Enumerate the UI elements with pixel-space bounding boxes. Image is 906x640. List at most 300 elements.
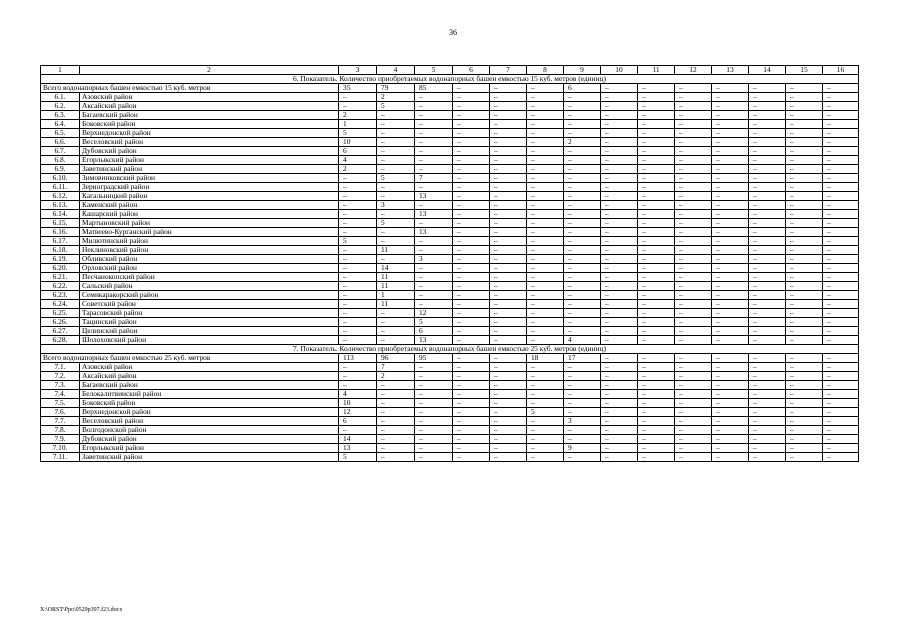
section-title-row xyxy=(41,75,859,84)
cell-value: – xyxy=(339,318,377,327)
cell-value: – xyxy=(527,192,564,201)
cell-value: – xyxy=(712,228,749,237)
total-value: – xyxy=(712,354,749,363)
cell-value: – xyxy=(564,174,601,183)
cell-value: – xyxy=(786,291,823,300)
cell-value: – xyxy=(638,282,675,291)
cell-value: – xyxy=(823,156,859,165)
district-name: Каменский район xyxy=(80,201,339,210)
cell-value: 10 xyxy=(339,399,377,408)
cell-value: – xyxy=(453,228,490,237)
cell-value: – xyxy=(786,129,823,138)
cell-value: – xyxy=(601,201,638,210)
cell-value: – xyxy=(377,138,415,147)
table-row xyxy=(41,363,859,372)
cell-value: – xyxy=(823,174,859,183)
cell-value: – xyxy=(453,417,490,426)
row-number: 6.2. xyxy=(41,102,80,111)
cell-value: – xyxy=(601,291,638,300)
cell-value: – xyxy=(527,138,564,147)
table-row xyxy=(41,219,859,228)
cell-value: – xyxy=(453,318,490,327)
table-row xyxy=(41,435,859,444)
cell-value: – xyxy=(527,417,564,426)
cell-value: – xyxy=(601,417,638,426)
cell-value: – xyxy=(786,228,823,237)
cell-value: – xyxy=(601,246,638,255)
cell-value: – xyxy=(712,174,749,183)
cell-value: – xyxy=(823,282,859,291)
cell-value: – xyxy=(415,273,453,282)
cell-value: 2 xyxy=(377,372,415,381)
cell-value: – xyxy=(675,138,712,147)
cell-value: – xyxy=(377,129,415,138)
cell-value: – xyxy=(564,282,601,291)
cell-value: – xyxy=(527,372,564,381)
cell-value: 5 xyxy=(527,408,564,417)
cell-value: – xyxy=(527,453,564,462)
cell-value: – xyxy=(339,363,377,372)
cell-value: – xyxy=(638,156,675,165)
row-number: 7.3. xyxy=(41,381,80,390)
cell-value: – xyxy=(675,201,712,210)
cell-value: – xyxy=(453,336,490,345)
total-value: – xyxy=(453,84,490,93)
row-number: 6.3. xyxy=(41,111,80,120)
cell-value: – xyxy=(564,102,601,111)
cell-value: – xyxy=(339,228,377,237)
cell-value: – xyxy=(675,228,712,237)
cell-value: – xyxy=(453,237,490,246)
cell-value: – xyxy=(377,327,415,336)
cell-value: – xyxy=(490,408,527,417)
cell-value: – xyxy=(601,399,638,408)
table-row xyxy=(41,417,859,426)
cell-value: – xyxy=(377,390,415,399)
district-name: Егорлыкский район xyxy=(80,156,339,165)
cell-value: – xyxy=(712,435,749,444)
cell-value: – xyxy=(638,174,675,183)
row-number: 6.18. xyxy=(41,246,80,255)
cell-value: 5 xyxy=(377,174,415,183)
table-row xyxy=(41,327,859,336)
cell-value: – xyxy=(601,237,638,246)
cell-value: – xyxy=(675,444,712,453)
cell-value: – xyxy=(823,111,859,120)
cell-value: – xyxy=(453,93,490,102)
cell-value: – xyxy=(675,210,712,219)
cell-value: – xyxy=(601,408,638,417)
cell-value: – xyxy=(712,219,749,228)
cell-value: – xyxy=(415,102,453,111)
cell-value: – xyxy=(638,93,675,102)
cell-value: – xyxy=(377,147,415,156)
cell-value: – xyxy=(638,372,675,381)
cell-value: – xyxy=(490,120,527,129)
total-value: – xyxy=(490,84,527,93)
cell-value: – xyxy=(786,336,823,345)
cell-value: – xyxy=(601,381,638,390)
cell-value: – xyxy=(377,417,415,426)
row-number: 6.17. xyxy=(41,237,80,246)
table-row xyxy=(41,111,859,120)
cell-value: – xyxy=(638,201,675,210)
cell-value: – xyxy=(415,300,453,309)
cell-value: – xyxy=(749,273,786,282)
cell-value: – xyxy=(601,264,638,273)
table-row xyxy=(41,93,859,102)
total-value: – xyxy=(823,354,859,363)
cell-value: – xyxy=(490,444,527,453)
cell-value: – xyxy=(712,381,749,390)
cell-value: – xyxy=(675,435,712,444)
cell-value: – xyxy=(527,102,564,111)
cell-value: – xyxy=(527,147,564,156)
table-row xyxy=(41,210,859,219)
cell-value: – xyxy=(453,120,490,129)
cell-value: – xyxy=(601,129,638,138)
cell-value: – xyxy=(786,309,823,318)
cell-value: – xyxy=(527,273,564,282)
cell-value: – xyxy=(675,282,712,291)
cell-value: – xyxy=(712,102,749,111)
row-number: 7.11. xyxy=(41,453,80,462)
cell-value: – xyxy=(786,255,823,264)
cell-value: – xyxy=(453,246,490,255)
cell-value: – xyxy=(601,327,638,336)
cell-value: – xyxy=(564,363,601,372)
cell-value: 13 xyxy=(415,210,453,219)
table-row xyxy=(41,381,859,390)
row-number: 6.24. xyxy=(41,300,80,309)
cell-value: – xyxy=(564,435,601,444)
cell-value: – xyxy=(490,264,527,273)
total-value: – xyxy=(675,84,712,93)
cell-value: – xyxy=(675,300,712,309)
row-number: 6.11. xyxy=(41,183,80,192)
cell-value: 4 xyxy=(564,336,601,345)
cell-value: – xyxy=(453,102,490,111)
cell-value: – xyxy=(564,264,601,273)
cell-value: – xyxy=(490,219,527,228)
table-row xyxy=(41,408,859,417)
cell-value: – xyxy=(527,237,564,246)
cell-value: – xyxy=(527,264,564,273)
cell-value: – xyxy=(749,93,786,102)
cell-value: – xyxy=(490,300,527,309)
table-row xyxy=(41,246,859,255)
cell-value: – xyxy=(823,435,859,444)
cell-value: – xyxy=(415,93,453,102)
cell-value: – xyxy=(564,129,601,138)
cell-value: – xyxy=(601,390,638,399)
cell-value: – xyxy=(527,156,564,165)
district-name: Зимовниковский район xyxy=(80,174,339,183)
cell-value: – xyxy=(712,372,749,381)
cell-value: – xyxy=(564,93,601,102)
cell-value: – xyxy=(823,390,859,399)
cell-value: – xyxy=(675,408,712,417)
section-title-row xyxy=(41,345,859,354)
cell-value: – xyxy=(564,399,601,408)
cell-value: – xyxy=(490,363,527,372)
cell-value: – xyxy=(823,264,859,273)
row-number: 7.6. xyxy=(41,408,80,417)
cell-value: – xyxy=(638,228,675,237)
cell-value: – xyxy=(638,363,675,372)
cell-value: – xyxy=(749,408,786,417)
cell-value: – xyxy=(601,93,638,102)
cell-value: – xyxy=(527,399,564,408)
cell-value: – xyxy=(749,147,786,156)
cell-value: – xyxy=(601,273,638,282)
cell-value: – xyxy=(415,282,453,291)
cell-value: – xyxy=(490,138,527,147)
section-title: 6. Показатель. Количество приобретаемых водонапорных башен емкостью 15 куб. метров (единиц) xyxy=(41,75,859,84)
cell-value: – xyxy=(675,363,712,372)
cell-value: – xyxy=(453,219,490,228)
cell-value: – xyxy=(749,327,786,336)
cell-value: – xyxy=(339,372,377,381)
district-name: Азовский район xyxy=(80,363,339,372)
cell-value: – xyxy=(638,120,675,129)
cell-value: – xyxy=(712,165,749,174)
cell-value: 14 xyxy=(377,264,415,273)
cell-value: – xyxy=(601,282,638,291)
cell-value: – xyxy=(601,219,638,228)
cell-value: – xyxy=(453,165,490,174)
cell-value: – xyxy=(638,399,675,408)
cell-value: – xyxy=(453,264,490,273)
cell-value: – xyxy=(564,390,601,399)
cell-value: – xyxy=(339,282,377,291)
column-header: 4 xyxy=(377,66,415,75)
cell-value: – xyxy=(453,192,490,201)
cell-value: – xyxy=(527,390,564,399)
cell-value: – xyxy=(712,327,749,336)
cell-value: – xyxy=(712,210,749,219)
cell-value: – xyxy=(823,246,859,255)
cell-value: – xyxy=(712,318,749,327)
cell-value: – xyxy=(453,138,490,147)
cell-value: – xyxy=(675,246,712,255)
cell-value: – xyxy=(823,327,859,336)
cell-value: – xyxy=(712,246,749,255)
cell-value: – xyxy=(564,219,601,228)
cell-value: – xyxy=(823,93,859,102)
cell-value: – xyxy=(453,201,490,210)
cell-value: – xyxy=(712,156,749,165)
cell-value: 11 xyxy=(377,273,415,282)
cell-value: – xyxy=(453,129,490,138)
column-header: 3 xyxy=(339,66,377,75)
row-number: 6.5. xyxy=(41,129,80,138)
total-value: 35 xyxy=(339,84,377,93)
district-name: Мартыновский район xyxy=(80,219,339,228)
total-value: 79 xyxy=(377,84,415,93)
row-number: 6.14. xyxy=(41,210,80,219)
cell-value: – xyxy=(786,435,823,444)
cell-value: – xyxy=(786,453,823,462)
cell-value: – xyxy=(638,264,675,273)
cell-value: – xyxy=(786,273,823,282)
cell-value: – xyxy=(638,165,675,174)
cell-value: – xyxy=(490,273,527,282)
cell-value: – xyxy=(823,147,859,156)
cell-value: – xyxy=(527,246,564,255)
cell-value: – xyxy=(490,336,527,345)
cell-value: – xyxy=(490,282,527,291)
table-row xyxy=(41,282,859,291)
cell-value: 13 xyxy=(415,228,453,237)
cell-value: – xyxy=(786,399,823,408)
column-header-row xyxy=(41,66,859,75)
cell-value: – xyxy=(823,336,859,345)
cell-value: – xyxy=(675,264,712,273)
cell-value: – xyxy=(638,192,675,201)
cell-value: 2 xyxy=(339,111,377,120)
cell-value: – xyxy=(749,264,786,273)
cell-value: – xyxy=(638,291,675,300)
cell-value: – xyxy=(601,183,638,192)
cell-value: – xyxy=(675,309,712,318)
column-header: 6 xyxy=(453,66,490,75)
cell-value: – xyxy=(712,336,749,345)
cell-value: – xyxy=(823,381,859,390)
cell-value: 12 xyxy=(339,408,377,417)
cell-value: – xyxy=(339,264,377,273)
cell-value: – xyxy=(490,390,527,399)
column-header: 13 xyxy=(712,66,749,75)
cell-value: – xyxy=(339,327,377,336)
cell-value: – xyxy=(490,309,527,318)
district-name: Неклиновский район xyxy=(80,246,339,255)
footer-file-path: X:\ORST\Ppo\0529p397.f23.docx xyxy=(40,607,123,613)
table-row xyxy=(41,129,859,138)
column-header: 10 xyxy=(601,66,638,75)
cell-value: – xyxy=(490,399,527,408)
row-number: 7.1. xyxy=(41,363,80,372)
cell-value: – xyxy=(712,93,749,102)
table-row xyxy=(41,237,859,246)
cell-value: – xyxy=(490,102,527,111)
cell-value: – xyxy=(453,300,490,309)
cell-value: – xyxy=(564,300,601,309)
cell-value: – xyxy=(823,363,859,372)
cell-value: – xyxy=(638,102,675,111)
cell-value: – xyxy=(749,372,786,381)
cell-value: – xyxy=(415,390,453,399)
district-name: Кагальницкий район xyxy=(80,192,339,201)
cell-value: – xyxy=(638,444,675,453)
cell-value: – xyxy=(823,210,859,219)
district-name: Верхнедонской район xyxy=(80,408,339,417)
cell-value: – xyxy=(453,291,490,300)
cell-value: 9 xyxy=(564,444,601,453)
cell-value: – xyxy=(339,255,377,264)
cell-value: – xyxy=(749,246,786,255)
cell-value: – xyxy=(712,129,749,138)
cell-value: – xyxy=(749,174,786,183)
row-number: 6.23. xyxy=(41,291,80,300)
total-value: – xyxy=(675,354,712,363)
row-number: 7.10. xyxy=(41,444,80,453)
cell-value: – xyxy=(564,192,601,201)
cell-value: – xyxy=(339,201,377,210)
column-header: 7 xyxy=(490,66,527,75)
total-row xyxy=(41,84,859,93)
total-value: – xyxy=(823,84,859,93)
cell-value: 2 xyxy=(339,165,377,174)
cell-value: – xyxy=(823,399,859,408)
cell-value: – xyxy=(823,183,859,192)
cell-value: – xyxy=(564,255,601,264)
table-row xyxy=(41,453,859,462)
cell-value: – xyxy=(675,129,712,138)
cell-value: – xyxy=(786,201,823,210)
cell-value: – xyxy=(601,228,638,237)
cell-value: – xyxy=(377,381,415,390)
cell-value: – xyxy=(601,435,638,444)
cell-value: – xyxy=(601,102,638,111)
cell-value: – xyxy=(415,291,453,300)
district-name: Аксайский район xyxy=(80,372,339,381)
table-row xyxy=(41,300,859,309)
row-number: 7.4. xyxy=(41,390,80,399)
cell-value: – xyxy=(527,111,564,120)
cell-value: – xyxy=(564,183,601,192)
district-name: Семикаракорский район xyxy=(80,291,339,300)
cell-value: – xyxy=(377,165,415,174)
cell-value: – xyxy=(786,120,823,129)
cell-value: – xyxy=(675,156,712,165)
cell-value: – xyxy=(786,111,823,120)
cell-value: 5 xyxy=(339,453,377,462)
cell-value: – xyxy=(415,165,453,174)
cell-value: – xyxy=(823,318,859,327)
cell-value: – xyxy=(453,426,490,435)
cell-value: – xyxy=(564,111,601,120)
cell-value: – xyxy=(638,309,675,318)
cell-value: – xyxy=(638,327,675,336)
cell-value: 13 xyxy=(339,444,377,453)
cell-value: – xyxy=(712,291,749,300)
row-number: 7.9. xyxy=(41,435,80,444)
cell-value: – xyxy=(339,174,377,183)
cell-value: – xyxy=(377,336,415,345)
cell-value: – xyxy=(749,183,786,192)
cell-value: 1 xyxy=(377,291,415,300)
cell-value: – xyxy=(749,255,786,264)
cell-value: – xyxy=(601,174,638,183)
cell-value: – xyxy=(712,147,749,156)
cell-value: – xyxy=(823,417,859,426)
cell-value: 11 xyxy=(377,300,415,309)
cell-value: – xyxy=(490,246,527,255)
cell-value: – xyxy=(786,390,823,399)
cell-value: – xyxy=(675,390,712,399)
cell-value: – xyxy=(453,282,490,291)
cell-value: – xyxy=(453,372,490,381)
cell-value: – xyxy=(749,363,786,372)
district-name: Багаевский район xyxy=(80,381,339,390)
cell-value: – xyxy=(786,300,823,309)
district-name: Боковский район xyxy=(80,120,339,129)
cell-value: – xyxy=(490,147,527,156)
cell-value: – xyxy=(638,300,675,309)
cell-value: – xyxy=(564,165,601,174)
cell-value: – xyxy=(675,381,712,390)
